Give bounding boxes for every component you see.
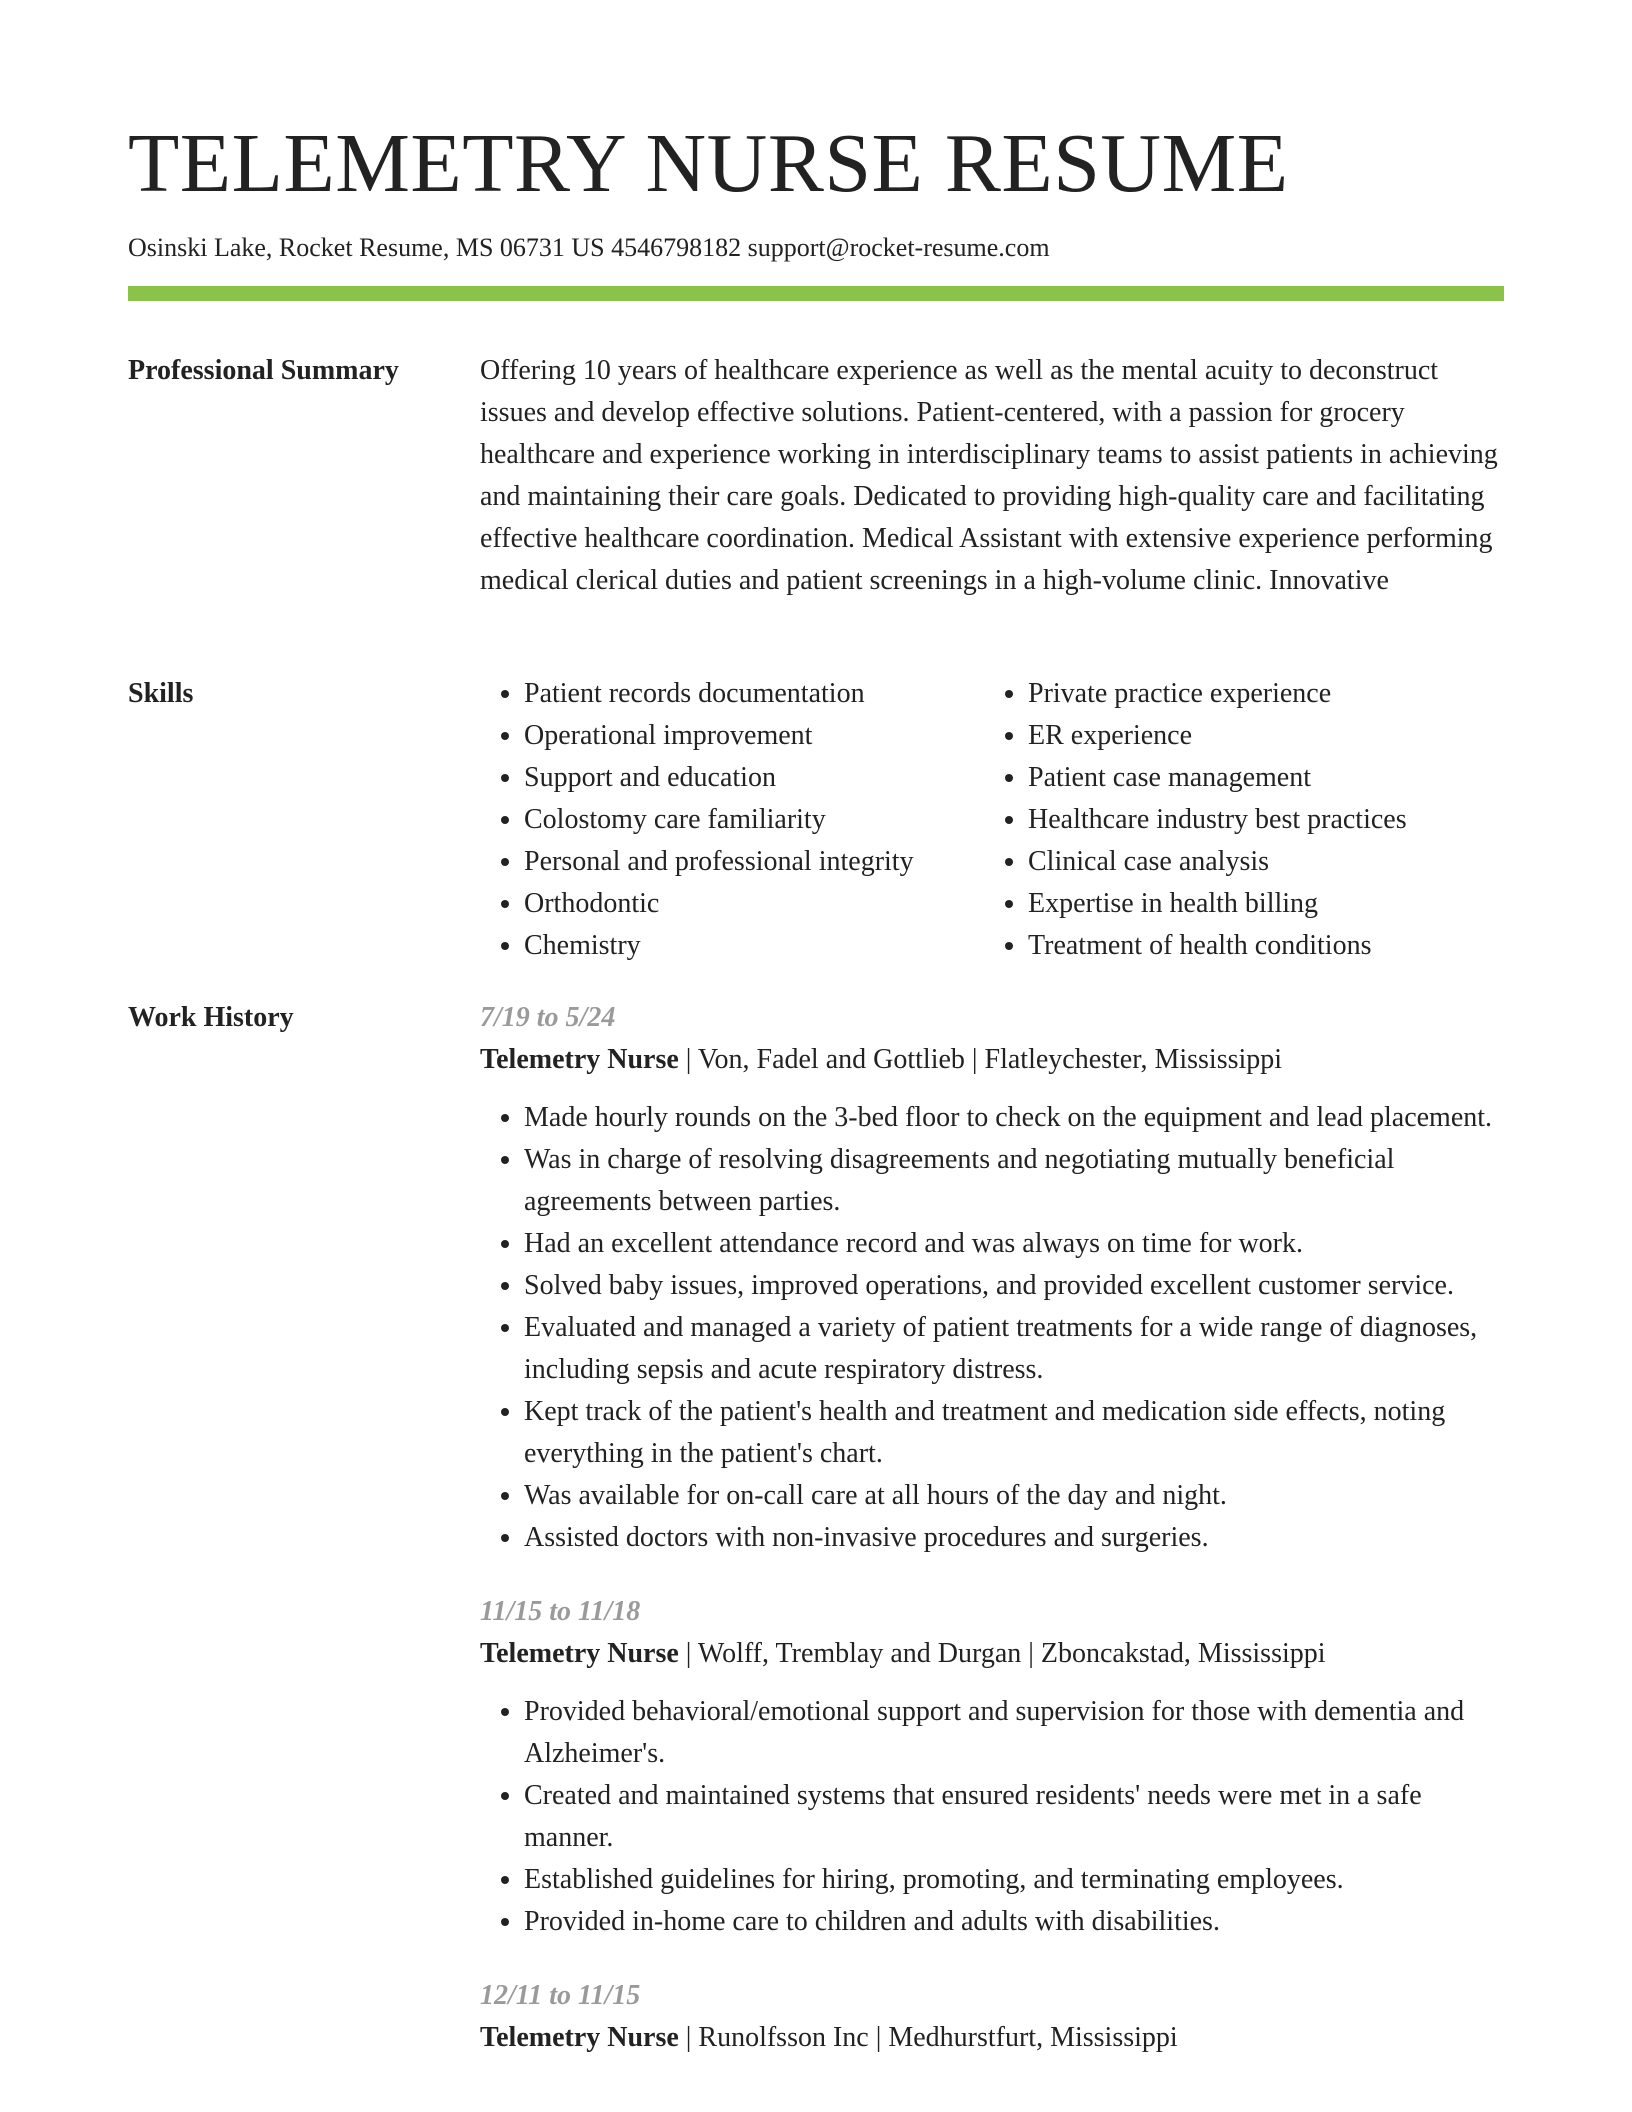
skill-item: • Personal and professional integrity: [524, 841, 984, 883]
job-title: Telemetry Nurse: [480, 1638, 679, 1669]
job-dates: 11/15 to 11/18: [480, 1596, 641, 1627]
job-bullet: • Provided in-home care to children and adults with disabilities.: [524, 1901, 1504, 1943]
skills-heading: Skills: [128, 678, 194, 709]
contact-line: Osinski Lake, Rocket Resume, MS 06731 US 4546798182 support@rocket-resume.com: [128, 233, 1050, 262]
skills-list-left: [480, 673, 984, 967]
job-header: [480, 1039, 1504, 1081]
skill-item: • Operational improvement: [524, 715, 984, 757]
job-title: Telemetry Nurse: [480, 1044, 679, 1075]
job-bullet: • Assisted doctors with non-invasive procedures and surgeries.: [524, 1517, 1504, 1559]
skill-item: • Healthcare industry best practices: [1028, 799, 1488, 841]
job-bullet: • Created and maintained systems that ensured residents' needs were met in a safe manner.: [524, 1775, 1504, 1859]
summary-heading: Professional Summary: [128, 355, 399, 386]
skill-item: • Expertise in health billing: [1028, 883, 1488, 925]
job-bullet: • Established guidelines for hiring, promoting, and terminating employees.: [524, 1859, 1504, 1901]
job-details: | Runolfsson Inc | Medhurstfurt, Mississippi: [678, 2022, 1178, 2053]
job-dates: 12/11 to 11/15: [480, 1980, 641, 2011]
skill-item: • Private practice experience: [1028, 673, 1488, 715]
job-bullet: • Was in charge of resolving disagreements and negotiating mutually beneficial agreements between parties.: [524, 1139, 1504, 1223]
job-bullets: [480, 1691, 1504, 1943]
skill-item: • Colostomy care familiarity: [524, 799, 984, 841]
job-bullet: • Provided behavioral/emotional support and supervision for those with dementia and Alzheimer's.: [524, 1691, 1504, 1775]
work-history-heading: Work History: [128, 1002, 294, 1033]
skill-item: • Treatment of health conditions: [1028, 925, 1488, 967]
skill-item: • Chemistry: [524, 925, 984, 967]
skill-item: • Support and education: [524, 757, 984, 799]
skill-item: • Orthodontic: [524, 883, 984, 925]
skill-item: • Patient case management: [1028, 757, 1488, 799]
skill-item: • Clinical case analysis: [1028, 841, 1488, 883]
job-entry: [480, 1975, 1504, 2059]
skills-list-right: [984, 673, 1488, 967]
job-bullet: • Kept track of the patient's health and treatment and medication side effects, noting everything in the patient's chart.: [524, 1391, 1504, 1475]
summary-text: Offering 10 years of healthcare experience as well as the mental acuity to deconstruct issues and develop effective solutions. Patient-centered, with a passion for grocery healthcare and experience working in interdisciplinary teams to assist patients in achieving and maintaining their care goals. Dedicated to providing high-quality care and facilitating effective healthcare coordination. Medical Assistant with extensive experience performing medical clerical duties and patient screenings in a high-volume clinic. Innovative: [480, 355, 1498, 596]
job-details: | Von, Fadel and Gottlieb | Flatleychester, Mississippi: [678, 1044, 1283, 1075]
job-bullets: [480, 1097, 1504, 1559]
skill-item: • Patient records documentation: [524, 673, 984, 715]
job-bullet: • Made hourly rounds on the 3-bed floor to check on the equipment and lead placement.: [524, 1097, 1504, 1139]
job-bullet: • Was available for on-call care at all hours of the day and night.: [524, 1475, 1504, 1517]
accent-divider: [128, 286, 1504, 301]
job-header: [480, 2017, 1504, 2059]
job-entry: [480, 1591, 1504, 1943]
job-bullet: • Solved baby issues, improved operations, and provided excellent customer service.: [524, 1265, 1504, 1307]
job-dates: 7/19 to 5/24: [480, 1002, 616, 1033]
job-details: | Wolff, Tremblay and Durgan | Zboncakstad, Mississippi: [678, 1638, 1326, 1669]
job-header: [480, 1633, 1504, 1675]
job-bullet: • Evaluated and managed a variety of patient treatments for a wide range of diagnoses, including sepsis and acute respiratory distress.: [524, 1307, 1504, 1391]
resume-title: TELEMETRY NURSE RESUME: [128, 117, 1289, 210]
skill-item: • ER experience: [1028, 715, 1488, 757]
job-entry: [480, 997, 1504, 1559]
job-bullet: • Had an excellent attendance record and was always on time for work.: [524, 1223, 1504, 1265]
job-title: Telemetry Nurse: [480, 2022, 679, 2053]
